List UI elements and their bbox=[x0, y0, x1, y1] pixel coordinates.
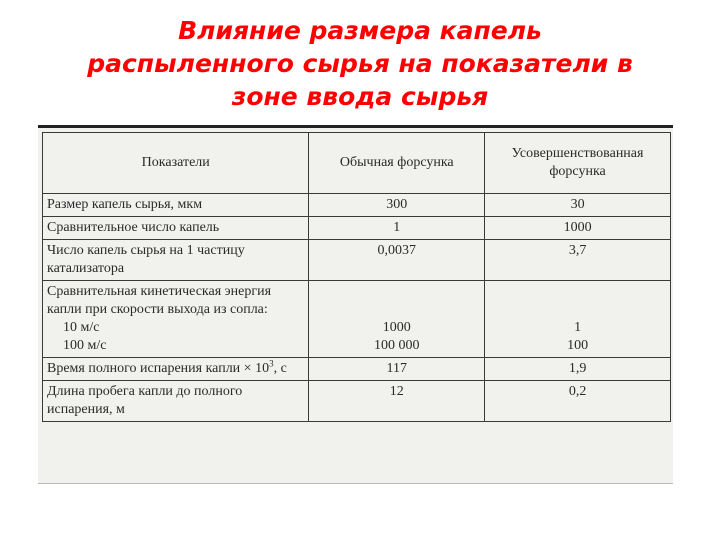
row-label: Число капель сырья на 1 частицу катализатора bbox=[43, 240, 309, 281]
improved-value: 1,9 bbox=[485, 358, 671, 381]
table-row bbox=[43, 240, 671, 281]
evap-label-exponent: 3 bbox=[269, 358, 274, 369]
improved-value bbox=[485, 281, 671, 358]
row-label bbox=[43, 358, 309, 381]
indicators-table bbox=[42, 132, 671, 422]
table-row bbox=[43, 194, 671, 217]
energy-regular-10: 1000 bbox=[382, 320, 411, 335]
row-label bbox=[43, 281, 309, 358]
slide-title bbox=[20, 14, 700, 113]
energy-improved-10: 1 bbox=[574, 320, 582, 335]
row-label: Длина пробега капли до полного испарения, м bbox=[43, 381, 309, 422]
regular-value bbox=[309, 281, 485, 358]
regular-value: 300 bbox=[309, 194, 485, 217]
table-row bbox=[43, 217, 671, 240]
title-line-3: зоне ввода сырья bbox=[231, 82, 489, 111]
regular-value: 1 bbox=[309, 217, 485, 240]
table-row-kinetic-energy bbox=[43, 281, 671, 358]
evap-label-suffix: , с bbox=[273, 361, 287, 376]
header-regular-nozzle: Обычная форсунка bbox=[309, 133, 485, 194]
table-row-evaporation-time bbox=[43, 358, 671, 381]
title-line-2: распыленного сырья на показатели в bbox=[87, 49, 633, 78]
energy-label: Сравнительная кинетическая энергия капли при скорости выхода из сопла: bbox=[47, 284, 272, 317]
title-line-1: Влияние размера капель bbox=[178, 16, 542, 45]
speed-10-label: 10 м/с bbox=[63, 320, 100, 335]
regular-value: 0,0037 bbox=[309, 240, 485, 281]
row-label: Размер капель сырья, мкм bbox=[43, 194, 309, 217]
improved-value: 30 bbox=[485, 194, 671, 217]
row-label: Сравнительное число капель bbox=[43, 217, 309, 240]
improved-value: 0,2 bbox=[485, 381, 671, 422]
table-row-travel-length bbox=[43, 381, 671, 422]
improved-value: 1000 bbox=[485, 217, 671, 240]
energy-regular-100: 100 000 bbox=[374, 338, 420, 353]
regular-value: 12 bbox=[309, 381, 485, 422]
header-improved-nozzle: Усовершенствованная форсунка bbox=[485, 133, 671, 194]
speed-100-label: 100 м/с bbox=[63, 338, 107, 353]
table-header-row bbox=[43, 133, 671, 194]
scanned-table-image bbox=[38, 125, 673, 484]
evap-label-prefix: Время полного испарения капли × 10 bbox=[47, 361, 270, 376]
energy-improved-100: 100 bbox=[567, 338, 589, 353]
improved-value: 3,7 bbox=[485, 240, 671, 281]
header-indicators: Показатели bbox=[43, 133, 309, 194]
regular-value: 117 bbox=[309, 358, 485, 381]
